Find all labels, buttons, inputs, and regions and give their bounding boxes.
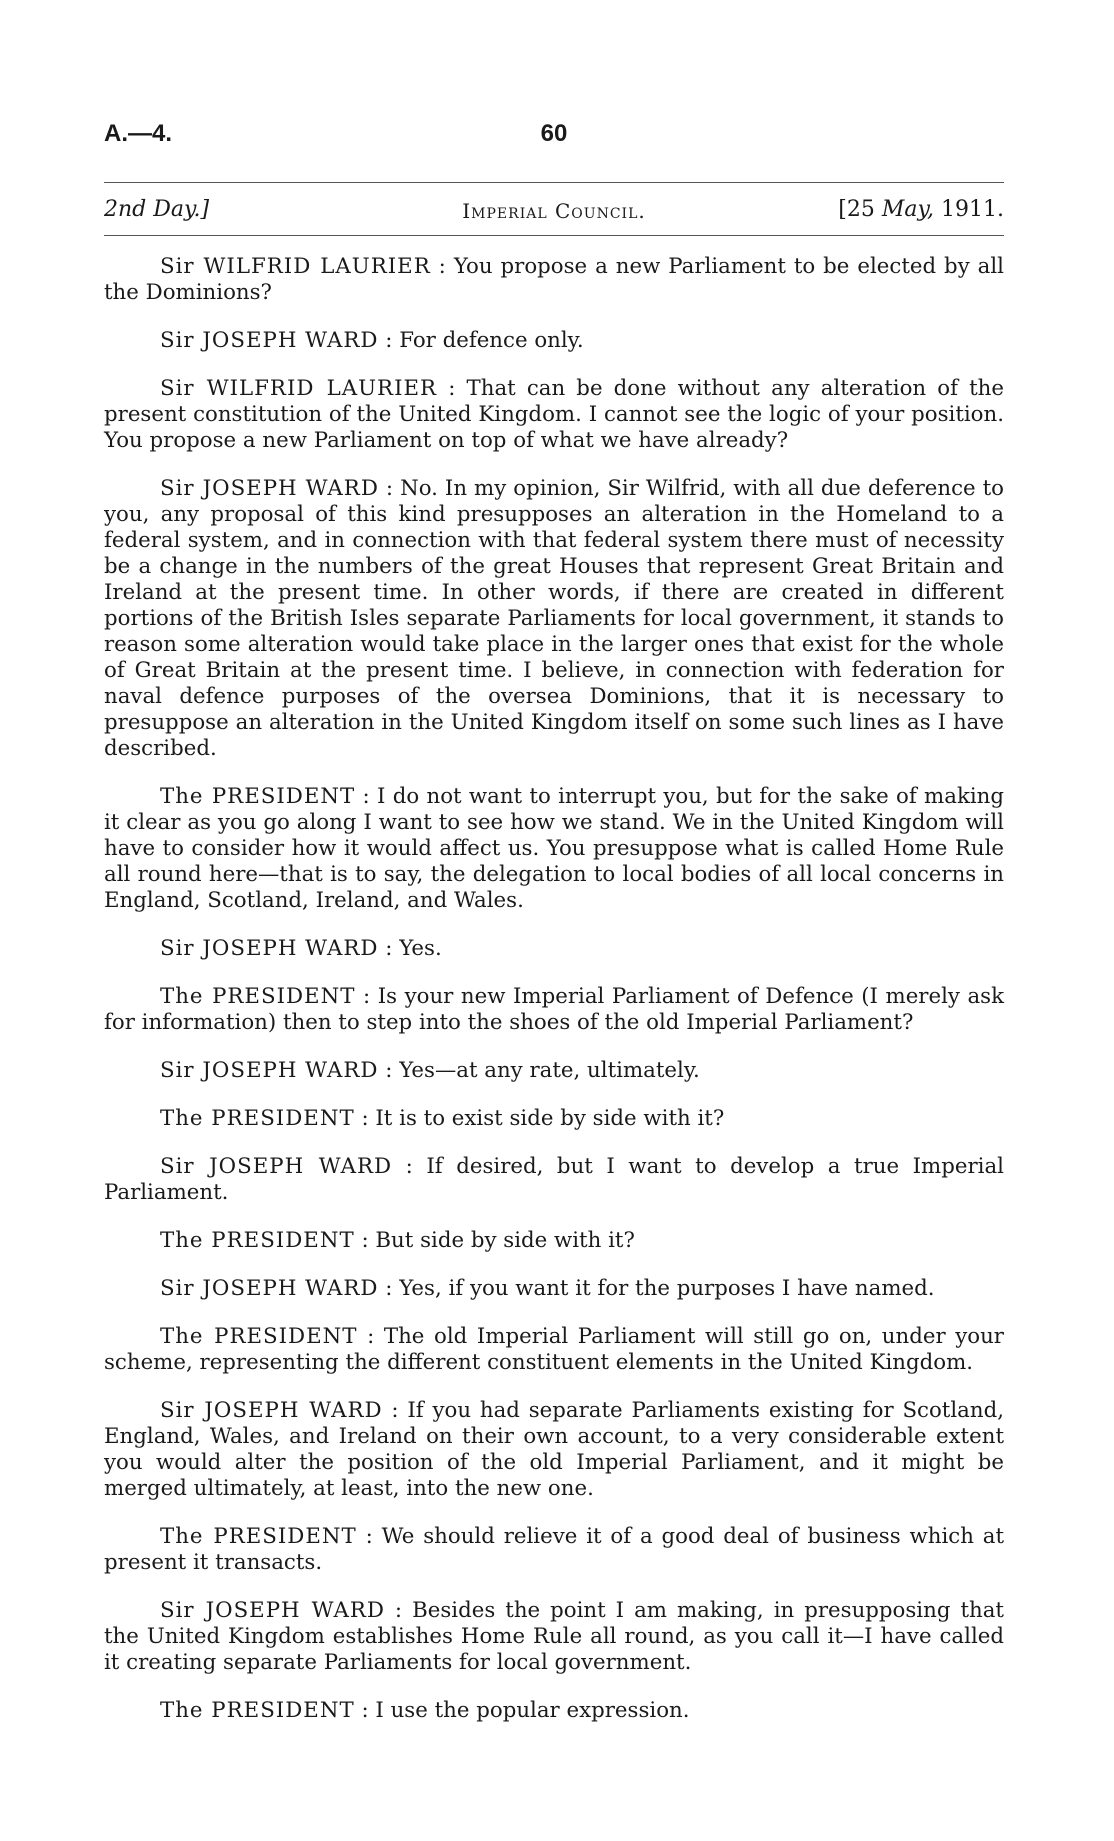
speaker-name: The PRESIDENT [160, 1698, 355, 1723]
transcript-paragraph: Sir WILFRID LAURIER : You propose a new Parliament to be elected by all the Dominions? [104, 254, 1004, 305]
speech-text: Besides the point I am making, in presupposing that the United Kingdom establishes Home Rule all round, as you call it—I have called it creating separate Parliaments for local government. [104, 1598, 1004, 1675]
transcript-paragraph: The PRESIDENT : We should relieve it of a good deal of business which at present it transacts. [104, 1524, 1005, 1575]
transcript-paragraph: Sir JOSEPH WARD : Yes, if you want it for the purposes I have named. [160, 1276, 935, 1301]
speaker-name: The PRESIDENT [160, 984, 356, 1009]
transcript-paragraph: Sir JOSEPH WARD : Yes—at any rate, ultimately. [160, 1058, 700, 1083]
transcript-paragraph: Sir JOSEPH WARD : Yes. [160, 936, 442, 961]
speaker-name: Sir WILFRID LAURIER [160, 376, 438, 401]
speech-text: We should relieve it of a good deal of business which at present it transacts. [104, 1524, 1005, 1575]
transcript-paragraph: The PRESIDENT : I do not want to interrupt you, but for the sake of making it clear as you go along I want to see how we stand. We in the United Kingdom will have to consider how it would affect us. You presuppose what is called Home Rule all round here—that is to say, the delegation to local bodies of all local concerns in England, Scotland, Ireland, and Wales. [104, 784, 1005, 913]
speech-text: If you had separate Parliaments existing for Scotland, England, Wales, and Ireland on their own account, to a very considerable extent you would alter the position of the old Imperial Parliament, and it might be merged ultimately, at least, into the new one. [104, 1398, 1004, 1501]
day-label: 2nd Day.] [104, 197, 210, 222]
transcript-paragraph: Sir JOSEPH WARD : For defence only. [160, 328, 584, 353]
transcript-paragraph: Sir JOSEPH WARD : If desired, but I want to develop a true Imperial Parliament. [104, 1154, 1004, 1205]
transcript-paragraph: The PRESIDENT : Is your new Imperial Parliament of Defence (I merely ask for information) then to step into the shoes of the old Imperial Parliament? [104, 984, 1005, 1035]
speech-text: I do not want to interrupt you, but for the sake of making it clear as you go along I want to see how we stand. We in the United Kingdom will have to consider how it would affect us. You presuppose what is called Home Rule all round here—that is to say, the delegation to local bodies of all local concerns in England, Scotland, Ireland, and Wales. [104, 784, 1005, 913]
speaker-name: Sir JOSEPH WARD [160, 1598, 385, 1623]
speech-text: That can be done without any alteration of the present constitution of the United Kingdom. I cannot see the logic of your position. You propose a new Parliament on top of what we have already? [104, 376, 1004, 453]
date-year: 1911. [934, 197, 1004, 222]
running-header [104, 193, 1004, 233]
transcript-paragraph: Sir JOSEPH WARD : No. In my opinion, Sir Wilfrid, with all due deference to you, any proposal of this kind presupposes an alteration in the Homeland to a federal system, and in connection with that federal system there must of necessity be a change in the numbers of the great Houses that represent Great Britain and Ireland at the present time. In other words, if there are created in different portions of the British Isles separate Parliaments for local government, it stands to reason some alteration would take place in the larger ones that exist for the whole of Great Britain at the present time. I believe, in connection with federation for naval defence purposes of the oversea Dominions, that it is necessary to presuppose an alteration in the United Kingdom itself on some such lines as I have described. [104, 476, 1004, 761]
transcript-paragraph: Sir WILFRID LAURIER : That can be done without any alteration of the present constitution of the United Kingdom. I cannot see the logic of your position. You propose a new Parliament on top of what we have already? [104, 376, 1004, 453]
speaker-name: The PRESIDENT [160, 784, 356, 809]
speaker-name: Sir JOSEPH WARD [160, 936, 379, 961]
speech-text: I use the popular expression. [375, 1698, 690, 1723]
document-reference: A.—4. [104, 120, 173, 147]
speech-text: Is your new Imperial Parliament of Defence (I merely ask for information) then to step into the shoes of the old Imperial Parliament? [104, 984, 1005, 1035]
speaker-name: Sir JOSEPH WARD [160, 1398, 383, 1423]
speech-text: Yes. [399, 936, 442, 961]
transcript-paragraph: The PRESIDENT : I use the popular expression. [160, 1698, 690, 1723]
page-number: 60 [540, 120, 568, 147]
speech-text: No. In my opinion, Sir Wilfrid, with all due deference to you, any proposal of this kind presupposes an alteration in the Homeland to a federal system, and in connection with that federal system there must of necessity be a change in the numbers of the great Houses that represent Great Britain and Ireland at the present time. In other words, if there are created in different portions of the British Isles separate Parliaments for local government, it stands to reason some alteration would take place in the larger ones that exist for the whole of Great Britain at the present time. I believe, in connection with federation for naval defence purposes of the oversea Dominions, that it is necessary to presuppose an alteration in the United Kingdom itself on some such lines as I have described. [104, 476, 1004, 761]
speech-text: The old Imperial Parliament will still go on, under your scheme, representing the different constituent elements in the United Kingdom. [104, 1324, 1004, 1375]
transcript-paragraph: Sir JOSEPH WARD : If you had separate Parliaments existing for Scotland, England, Wales, and Ireland on their own account, to a very considerable extent you would alter the position of the old Imperial Parliament, and it might be merged ultimately, at least, into the new one. [104, 1398, 1004, 1501]
speech-text: Yes—at any rate, ultimately. [399, 1058, 700, 1083]
transcript-paragraph: The PRESIDENT : The old Imperial Parliament will still go on, under your scheme, representing the different constituent elements in the United Kingdom. [104, 1324, 1004, 1375]
speaker-name: Sir JOSEPH WARD [160, 1058, 379, 1083]
council-title: Imperial Council. [462, 199, 646, 223]
transcript-paragraph: The PRESIDENT : It is to exist side by side with it? [160, 1106, 725, 1131]
header-divider-bottom [104, 235, 1004, 236]
page-top-line [104, 120, 1004, 160]
speaker-name: The PRESIDENT [160, 1324, 358, 1349]
speaker-name: The PRESIDENT [160, 1524, 357, 1549]
date-month: May, [881, 197, 935, 222]
speech-text: You propose a new Parliament to be elected by all the Dominions? [104, 254, 1004, 305]
speaker-name: Sir WILFRID LAURIER [160, 254, 431, 279]
speech-text: It is to exist side by side with it? [375, 1106, 725, 1131]
speaker-name: Sir JOSEPH WARD [160, 1154, 393, 1179]
transcript-paragraph: Sir JOSEPH WARD : Besides the point I am making, in presupposing that the United Kingdom establishes Home Rule all round, as you call it—I have called it creating separate Parliaments for local government. [104, 1598, 1004, 1675]
speaker-name: Sir JOSEPH WARD [160, 328, 379, 353]
speech-text: Yes, if you want it for the purposes I have named. [399, 1276, 935, 1301]
transcript-paragraph: The PRESIDENT : But side by side with it? [160, 1228, 635, 1253]
speech-text: But side by side with it? [375, 1228, 635, 1253]
header-divider-top [104, 182, 1004, 183]
speaker-name: Sir JOSEPH WARD [160, 1276, 379, 1301]
speech-text: If desired, but I want to develop a true Imperial Parliament. [104, 1154, 1004, 1205]
transcript-body [104, 254, 1004, 1724]
speaker-name: The PRESIDENT [160, 1228, 355, 1253]
date-prefix: [25 [838, 197, 882, 222]
speech-text: For defence only. [399, 328, 584, 353]
document-page [104, 120, 1004, 1746]
speaker-name: Sir JOSEPH WARD [160, 476, 379, 501]
date-label [838, 197, 1004, 222]
speaker-name: The PRESIDENT [160, 1106, 355, 1131]
